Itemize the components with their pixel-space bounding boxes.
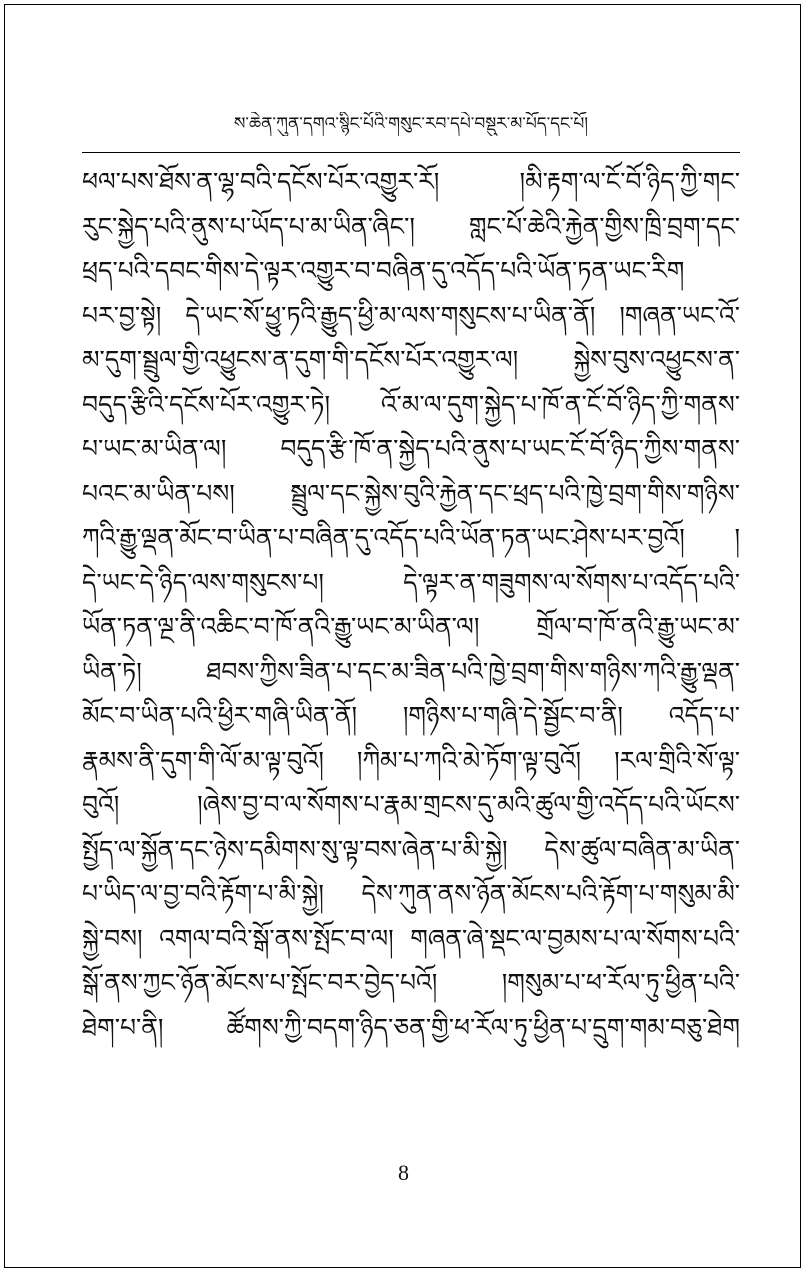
page-number: 8 xyxy=(398,1160,409,1185)
text-line: བདུད་རྩིའི་དངོས་པོར་འགྱུར་ཏེ། འོ་མ་ལ་དུག་སྐྱེད་པ་ཁོ་ན་ངོ་བོ་ཉིད་ཀྱི་གནས་ xyxy=(82,389,740,419)
text-line: པ་ཡང་མ་ཡིན་ལ། བདུད་རྩི་ཁོ་ན་སྐྱེད་པའི་ནུས་པ་ཡང་ངོ་བོ་ཉིད་ཀྱིས་གནས་ xyxy=(82,434,740,463)
text-line: མ་དུག་སྦྲུལ་གྱི་འཕྱུངས་ན་དུག་གི་དངོས་པོར་འགྱུར་ལ། སྐྱེས་བུས་འཕྱུངས་ན་ xyxy=(82,345,740,374)
text-line: ཐེག་པ་ནི། ཚོགས་ཀྱི་བདག་ཉིད་ཅན་གྱི་ཕ་རོལ་ཏུ་ཕྱིན་པ་དྲུག་གམ་བཅུ་ཐེག xyxy=(82,1012,740,1042)
text-line: རུང་སྐྱེད་པའི་ནུས་པ་ཡོད་པ་མ་ཡིན་ཞིང་། གླང་པོ་ཆེའི་རྐྱེན་གྱིས་ཁྲི་བྲག་དང་ xyxy=(82,211,740,241)
text-line: ཀའི་རྒྱུ་ལྡན་མོང་བ་ཡིན་པ་བཞིན་དུ་འདོད་པའི་ཡོན་ཏན་ཡང་ཤེས་པར་བྱའོ། ། xyxy=(82,523,740,552)
text-line: སྒོ་ནས་ཀྱང་ཉོན་མོངས་པ་སྤོང་བར་བྱེད་པའོ། །གསུམ་པ་ཕ་རོལ་ཏུ་ཕྱིན་པའི་ xyxy=(82,968,740,997)
body-text xyxy=(82,160,740,1050)
running-header: ས་ཆེན་ཀུན་དགའ་སྙིང་པོའི་གསུང་རབ་དཔེ་བསྡུར་མ་པོད་དང་པོ། xyxy=(233,114,589,134)
text-line: པར་བྱ་སྟེ། དེ་ཡང་སོ་ཕྱུ་ཏའི་རྒྱུད་ཕྱི་མ་ལས་གསུངས་པ་ཡིན་ནོ། །གཞན་ཡང་འོ་ xyxy=(82,300,740,330)
text-line: ཕྲད་པའི་དབང་གིས་དེ་ལྟར་འགྱུར་བ་བཞིན་དུ་འདོད་པའི་ཡོན་ཏན་ཡང་རིག xyxy=(82,256,685,285)
text-line: པའང་མ་ཡིན་པས། སྦྲུལ་དང་སྐྱེས་བུའི་རྐྱེན་དང་ཕྲད་པའི་ཁྱེ་བྲག་གིས་གཉིས་ xyxy=(82,478,740,508)
text-line: ཕལ་པས་ཐོས་ན་ལྷ་བའི་དངོས་པོར་འགྱུར་རོ། །མི་རྟག་ལ་ངོ་བོ་ཉིད་ཀྱི་གང་ xyxy=(82,167,740,196)
text-line: ཡོན་ཏན་ལྔ་ནི་འཆིང་བ་ཁོ་ནའི་རྒྱུ་ཡང་མ་ཡིན་ལ། གྲོལ་བ་ཁོ་ནའི་རྒྱུ་ཡང་མ་ xyxy=(82,612,740,641)
header-rule xyxy=(82,152,740,153)
text-line: ཡིན་ཏེ། ཐབས་ཀྱིས་ཟིན་པ་དང་མ་ཟིན་པའི་ཁྱེ་བྲག་གིས་གཉིས་ཀའི་རྒྱུ་ལྡན་ xyxy=(82,656,740,686)
text-line: བུའོ། །ཞེས་བྱ་བ་ལ་སོགས་པ་རྣམ་གྲངས་དུ་མའི་ཚུལ་གྱི་འདོད་པའི་ཡོངས་ xyxy=(82,790,740,819)
text-line: སྤྱོད་ལ་སྐྱོན་དང་ཉེས་དམིགས་སུ་ལྟ་བས་ཞེན་པ་མི་སྐྱེ། དེས་ཚུལ་བཞིན་མ་ཡིན་ xyxy=(82,834,740,864)
text-line: མོང་བ་ཡིན་པའི་ཕྱིར་གཞི་ཡིན་ནོ། །གཉིས་པ་གཞི་དེ་སྦྱོང་བ་ནི། འདོད་པ་ xyxy=(82,701,740,730)
text-line: དེ་ཡང་དེ་ཉིད་ལས་གསུངས་པ། དེ་ལྟར་ན་གཟུགས་ལ་སོགས་པ་འདོད་པའི་ xyxy=(82,567,740,597)
text-line: སྐྱེ་བས། འགལ་བའི་སྒོ་ནས་སྤོང་བ་ལ། གཞན་ཞེ་སྡང་ལ་བྱམས་པ་ལ་སོགས་པའི་ xyxy=(82,923,740,953)
text-line: པ་ཡིད་ལ་བྱ་བའི་རྟོག་པ་མི་སྐྱེ། དེས་ཀུན་ནས་ཉོན་མོངས་པའི་རྟོག་པ་གསུམ་མི་ xyxy=(82,879,740,908)
text-line: རྣམས་ནི་དུག་གི་ལོ་མ་ལྟ་བུའོ། །ཀིམ་པ་ཀའི་མེ་ཏོག་ལྟ་བུའོ། །རལ་གྲིའི་སོ་ལྟ་ xyxy=(82,745,740,775)
